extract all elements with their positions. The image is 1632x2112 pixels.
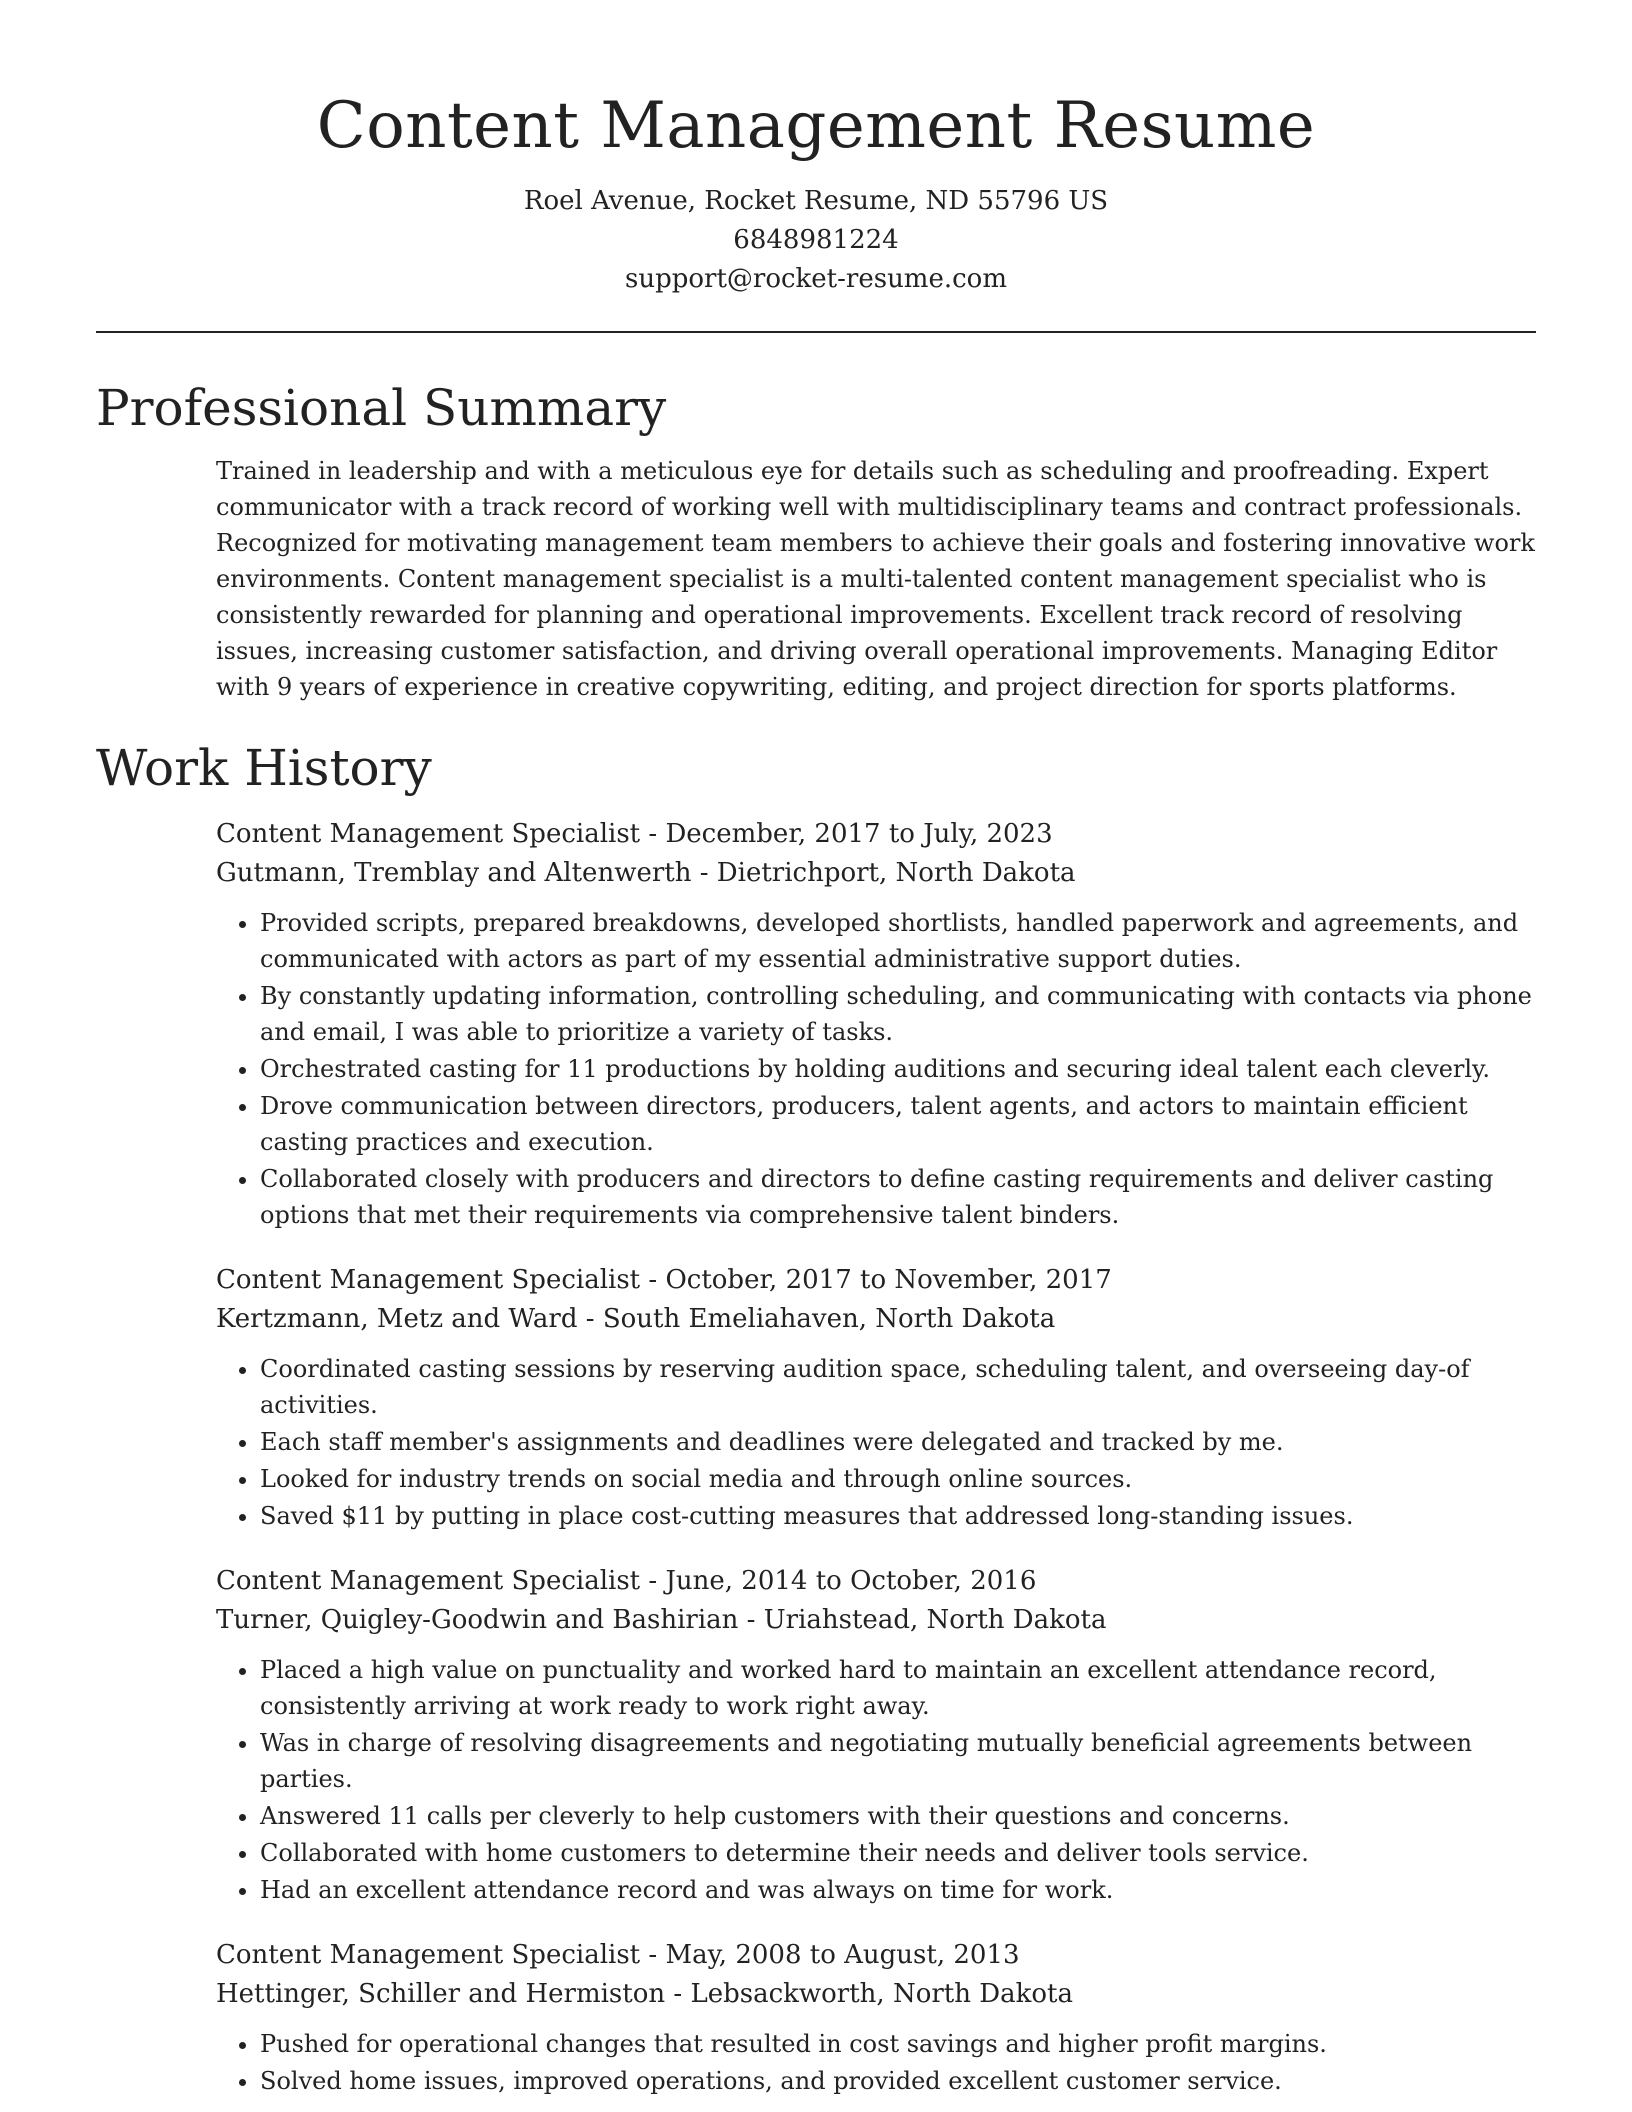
job-title-line: Content Management Specialist - December, 2017 to July, 2023: [216, 819, 1053, 849]
job-bullet: • Collaborated with home customers to determine their needs and deliver tools service.: [260, 1835, 1536, 1871]
resume-title: Content Management Resume: [316, 89, 1316, 163]
job-dates: May, 2008 to August, 2013: [665, 1940, 1020, 1970]
job-bullets: [216, 1652, 1536, 1908]
address-text: Roel Avenue, Rocket Resume, ND 55796 US: [523, 186, 1109, 216]
job-location: Dietrichport, North Dakota: [716, 858, 1076, 888]
job-bullet: • Looked for industry trends on social media and through online sources.: [260, 1461, 1536, 1497]
job-bullet: • Provided scripts, prepared breakdowns, developed shortlists, handled paperwork and agreements, and communicated with actors as part of my essential administrative support duties.: [260, 905, 1536, 977]
job-bullets: [216, 2026, 1536, 2099]
job-role: Content Management Specialist: [216, 1940, 641, 1970]
job-dates: October, 2017 to November, 2017: [665, 1265, 1112, 1295]
job-bullet: • Drove communication between directors, producers, talent agents, and actors to maintain efficient casting practices and execution.: [260, 1088, 1536, 1160]
job-dates: December, 2017 to July, 2023: [665, 819, 1053, 849]
job-entry: [216, 1562, 1536, 1908]
job-role: Content Management Specialist: [216, 1566, 641, 1596]
job-title-line: Content Management Specialist - June, 2014 to October, 2016: [216, 1566, 1037, 1596]
job-company-line: Hettinger, Schiller and Hermiston - Lebsackworth, North Dakota: [216, 1979, 1073, 2009]
email-text: support@rocket-resume.com: [624, 264, 1007, 294]
job-entry: [216, 1936, 1536, 2099]
job-bullet: • Was in charge of resolving disagreements and negotiating mutually beneficial agreements between parties.: [260, 1725, 1536, 1797]
job-bullet: • Orchestrated casting for 11 productions by holding auditions and securing ideal talent each cleverly.: [260, 1051, 1536, 1087]
job-role: Content Management Specialist: [216, 819, 641, 849]
job-entry: [216, 815, 1536, 1233]
job-bullet: • Saved $11 by putting in place cost-cutting measures that addressed long-standing issues.: [260, 1498, 1536, 1534]
job-company-line: Gutmann, Tremblay and Altenwerth - Dietrichport, North Dakota: [216, 858, 1076, 888]
summary-text: Trained in leadership and with a meticulous eye for details such as scheduling and proofreading. Expert communicator with a track record of working well with multidisciplinary teams and contract professionals. Recognized for motivating management team members to achieve their goals and fostering innovative work environments. Content management specialist is a multi-talented content management specialist who is consistently rewarded for planning and operational improvements. Excellent track record of resolving issues, increasing customer satisfaction, and driving overall operational improvements. Managing Editor with 9 years of experience in creative copywriting, editing, and project direction for sports platforms.: [216, 457, 1535, 701]
job-bullet: • Had an excellent attendance record and was always on time for work.: [260, 1872, 1536, 1908]
job-entry: [216, 1261, 1536, 1534]
job-company: Turner, Quigley-Goodwin and Bashirian: [216, 1605, 739, 1635]
job-role: Content Management Specialist: [216, 1265, 641, 1295]
job-bullet: • By constantly updating information, controlling scheduling, and communicating with contacts via phone and email, I was able to prioritize a variety of tasks.: [260, 978, 1536, 1050]
job-bullets: [216, 905, 1536, 1233]
contact-block: [0, 182, 1632, 299]
job-company-line: Kertzmann, Metz and Ward - South Emeliahaven, North Dakota: [216, 1304, 1056, 1334]
job-bullet: • Solved home issues, improved operations, and provided excellent customer service.: [260, 2063, 1536, 2099]
resume-header: [0, 0, 1632, 299]
job-bullets: [216, 1351, 1536, 1534]
phone-text: 6848981224: [733, 225, 899, 255]
header-divider: [96, 331, 1536, 333]
summary-heading: Professional Summary: [96, 379, 667, 437]
job-bullet: • Collaborated closely with producers and directors to define casting requirements and deliver casting options that met their requirements via comprehensive talent binders.: [260, 1161, 1536, 1233]
job-bullet: • Placed a high value on punctuality and worked hard to maintain an excellent attendance record, consistently arriving at work ready to work right away.: [260, 1652, 1536, 1724]
work-history-heading: Work History: [96, 739, 432, 797]
job-title-line: Content Management Specialist - October, 2017 to November, 2017: [216, 1265, 1112, 1295]
job-title-line: Content Management Specialist - May, 2008 to August, 2013: [216, 1940, 1020, 1970]
job-location: South Emeliahaven, North Dakota: [602, 1304, 1056, 1334]
job-company-line: Turner, Quigley-Goodwin and Bashirian - Uriahstead, North Dakota: [216, 1605, 1107, 1635]
job-location: Uriahstead, North Dakota: [763, 1605, 1107, 1635]
job-company: Kertzmann, Metz and Ward: [216, 1304, 578, 1334]
job-dates: June, 2014 to October, 2016: [665, 1566, 1037, 1596]
job-bullet: • Pushed for operational changes that resulted in cost savings and higher profit margins.: [260, 2026, 1536, 2062]
job-bullet: • Each staff member's assignments and deadlines were delegated and tracked by me.: [260, 1424, 1536, 1460]
job-company: Hettinger, Schiller and Hermiston: [216, 1979, 666, 2009]
job-location: Lebsackworth, North Dakota: [690, 1979, 1073, 2009]
work-history-list: [216, 815, 1536, 2099]
job-bullet: • Answered 11 calls per cleverly to help customers with their questions and concerns.: [260, 1798, 1536, 1834]
job-bullet: • Coordinated casting sessions by reserving audition space, scheduling talent, and overseeing day-of activities.: [260, 1351, 1536, 1423]
job-company: Gutmann, Tremblay and Altenwerth: [216, 858, 692, 888]
